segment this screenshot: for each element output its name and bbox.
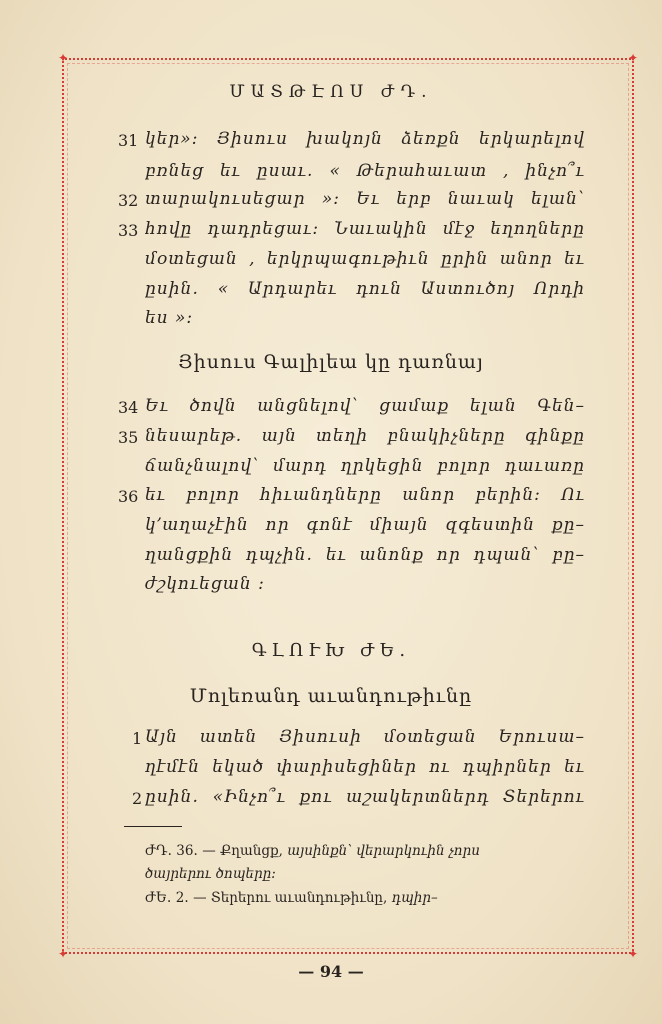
running-head: ՄԱՏԹԷՈՍ ԺԴ․ (229, 82, 433, 102)
border-corner-ornament: ✦ (628, 51, 639, 65)
verse-number: 36 (118, 487, 139, 506)
text-line: եւ բոլոր հիւանդները անոր բերին։ Ու (145, 485, 585, 505)
footnote-text: այսինքն՝ վերարկուին չորս (287, 843, 480, 859)
footnote-rule (124, 826, 182, 827)
verse-number: 31 (118, 131, 139, 150)
text-line: ըսին․ « Արդարեւ դուն Աստուծոյ Որդի (145, 279, 585, 299)
border-corner-ornament: ✦ (628, 947, 639, 961)
section-heading: Յիսուս Գալիլեա կը դառնայ (178, 351, 484, 373)
footnote-text: դպիր– (391, 890, 438, 906)
footnote-lemma: Քղանցք, (220, 843, 283, 859)
border-corner-ornament: ✦ (58, 51, 69, 65)
text-line: կեր»։ Յիսուս խակոյն ձեռքն երկարելով (145, 129, 585, 149)
page-number: — 94 — (298, 962, 364, 981)
verse-number: 32 (118, 191, 139, 210)
text-line: ժշկուեցան ։ (145, 574, 265, 594)
footnote-line (145, 890, 585, 906)
border-corner-ornament: ✦ (58, 947, 69, 961)
text-line: կ՚աղաչէին որ գոնէ միայն զգեստին քը– (145, 515, 585, 535)
verse-number: 1 (132, 729, 143, 748)
verse-number: 33 (118, 221, 139, 240)
text-line: Այն ատեն Յիսուսի մօտեցան Երուսա– (145, 727, 585, 747)
footnote-lemma: Տերերու աւանդութիւնը, (210, 890, 388, 906)
verse-number: 35 (118, 428, 139, 447)
footnote-ref: ԺԴ․ 36․ — (145, 843, 216, 859)
chapter-heading: ԳԼՈՒԽ ԺԵ․ (251, 640, 411, 661)
text-line: ճանչնալով՝ մարդ ղրկեցին բոլոր դաւառը (145, 456, 585, 476)
footnote-ref: ԺԵ․ 2․ — (145, 890, 207, 906)
verse-number: 2 (132, 789, 143, 808)
text-line: նեսարեթ․ այն տեղի բնակիչները գինքը (145, 426, 585, 446)
footnote-line (145, 843, 585, 859)
text-line: ըսին․ «Ինչո՞ւ քու աշակերտներդ Տերերու (145, 787, 585, 807)
footnote-line (145, 866, 585, 882)
text-line: ես »։ (145, 308, 194, 328)
text-line: մօտեցան , երկրպագութիւն ըրին անոր եւ (145, 249, 585, 269)
footnote-text: ծայրերու ծոպերը։ (145, 866, 276, 882)
text-line: ղանցքին դպչին․ եւ անոնք որ դպան՝ բը– (145, 545, 585, 565)
text-line: ղէմէն եկած փարիսեցիներ ու դպիրներ եւ (145, 757, 585, 777)
text-line: Եւ ծովն անցնելով՝ ցամաք ելան Գեն– (145, 396, 585, 416)
text-line: տարակուսեցար »։ Եւ երբ նաւակ ելան՝ (145, 189, 585, 209)
section-heading: Մոլեռանդ աւանդութիւնը (189, 685, 473, 707)
text-line: բռնեց եւ ըսաւ․ « Թերահաւատ , ինչո՞ւ (145, 161, 585, 181)
text-line: հովը դադրեցաւ։ Նաւակին մէջ եղողները (145, 219, 585, 239)
verse-number: 34 (118, 398, 139, 417)
